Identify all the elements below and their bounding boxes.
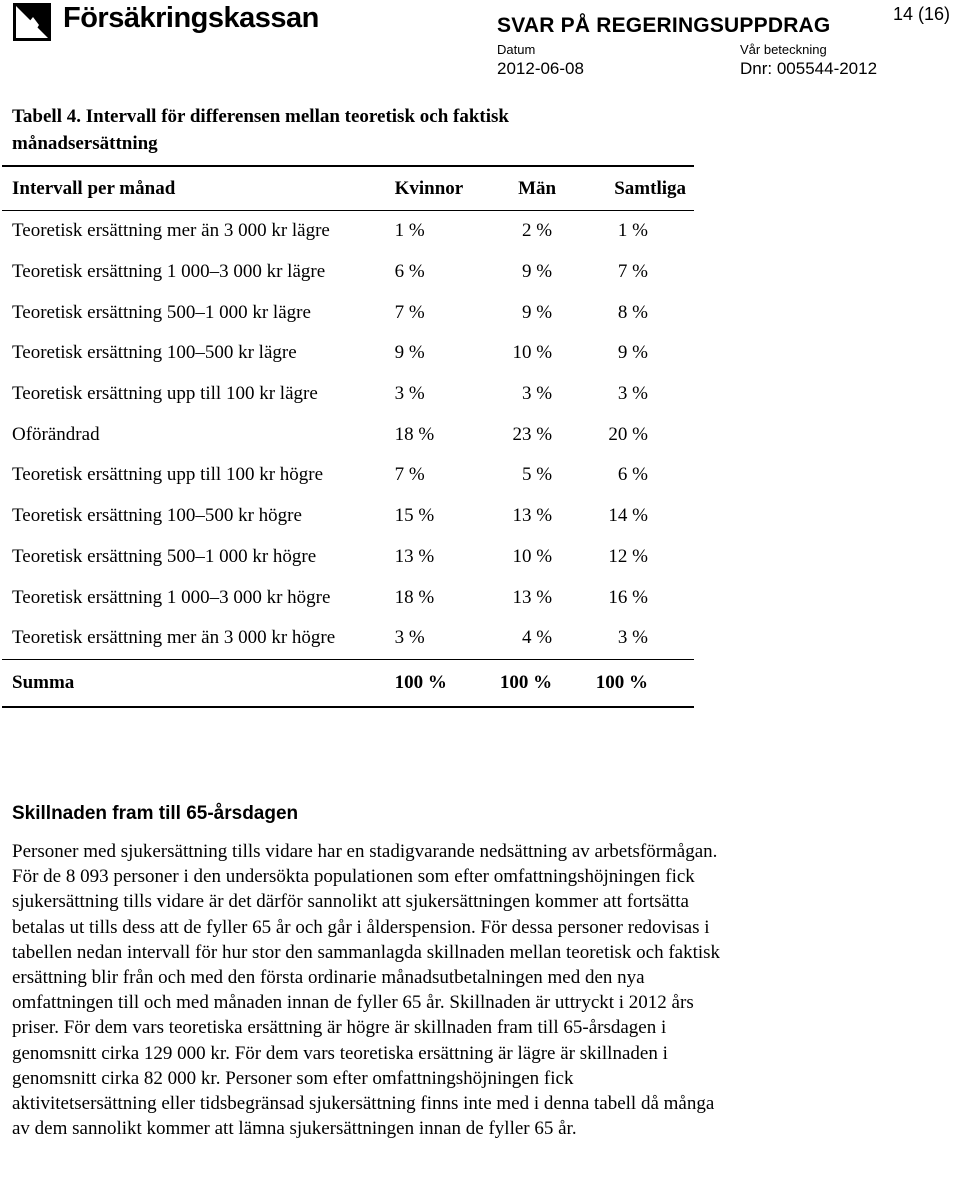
table-row: [2, 374, 694, 415]
women-value: 18 %: [394, 586, 435, 608]
women-value: 7 %: [394, 301, 425, 323]
women-value: 3 %: [394, 627, 425, 649]
all-value: 16 %: [608, 586, 648, 608]
table-row: [2, 252, 694, 293]
men-value: 5 %: [522, 464, 553, 486]
all-value: 12 %: [608, 545, 648, 567]
table-row: [2, 496, 694, 537]
men-value: 23 %: [512, 423, 553, 445]
row-label: Teoretisk ersättning upp till 100 kr högre: [12, 464, 324, 486]
all-value: 8 %: [617, 301, 648, 323]
table-total-row: [2, 659, 694, 707]
men-value: 9 %: [522, 261, 553, 283]
men-value: 13 %: [512, 586, 553, 608]
men-value: 10 %: [512, 342, 553, 364]
men-value: 2 %: [522, 220, 553, 242]
men-value: 13 %: [512, 505, 553, 527]
men-value: 4 %: [522, 627, 553, 649]
row-label: Teoretisk ersättning 500–1 000 kr lägre: [12, 301, 311, 323]
table-row: [2, 211, 694, 252]
body-paragraph: Personer med sjukersättning tills vidare har en stadigvarande nedsättning av arbetsförmågan. För de 8 093 personer i den undersökta populationen som efter omfattningshöjningen fick sjukersättning tills vidare är det därför sannolikt att sjukersättningen kommer att fortsätta betalas ut tills dess att de fyller 65 år och går i ålderspension. För dessa personer redovisas i tabellen nedan intervall för hur stor den sammanlagda skillnaden mellan teoretisk och faktisk ersättning blir från och med den första ordinarie månadsutbetalningen med den nya omfattningen till och med månaden innan de fyller 65 år. Skillnaden är uttryckt i 2012 års priser. För dem vars teoretiska ersättning är högre är skillnaden fram till 65-årsdagen i genomsnitt cirka 129 000 kr. För dem vars teoretiska ersättning är lägre är skillnaden i genomsnitt cirka 82 000 kr. Personer som efter omfattningshöjningen fick aktivitetsersättning eller tidsbegränsad sjukersättning finns inte med i denna tabell då många av dem sannolikt kommer att lämna sjukersättningen innan de fyller 65 år.: [12, 841, 721, 1140]
table-caption: Tabell 4. Intervall för differensen mellan teoretisk och faktisk månadsersättning: [12, 106, 509, 154]
all-value: 20 %: [608, 423, 648, 445]
total-men: 100 %: [499, 671, 553, 693]
women-value: 15 %: [394, 505, 435, 527]
header-women: Kvinnor: [394, 177, 464, 199]
header-all: Samtliga: [614, 177, 686, 199]
table-header-row: [2, 166, 694, 211]
all-value: 3 %: [617, 383, 648, 405]
total-all: 100 %: [595, 671, 648, 693]
forsakringskassan-logo-icon: [13, 3, 51, 41]
table-row: [2, 292, 694, 333]
women-value: 7 %: [394, 464, 425, 486]
women-value: 1 %: [394, 220, 425, 242]
all-value: 1 %: [617, 220, 648, 242]
table-row: [2, 333, 694, 374]
section-heading: Skillnaden fram till 65-årsdagen: [12, 803, 299, 824]
row-label: Teoretisk ersättning mer än 3 000 kr högre: [12, 627, 336, 649]
row-label: Teoretisk ersättning 100–500 kr högre: [12, 505, 302, 527]
table-row: [2, 618, 694, 659]
interval-table: [2, 165, 694, 708]
row-label: Oförändrad: [12, 423, 100, 445]
women-value: 3 %: [394, 383, 425, 405]
header-men: Män: [518, 177, 557, 199]
row-label: Teoretisk ersättning upp till 100 kr lägre: [12, 383, 318, 405]
women-value: 13 %: [394, 545, 435, 567]
total-women: 100 %: [394, 671, 447, 693]
date-label: Datum: [497, 42, 536, 57]
men-value: 9 %: [522, 301, 553, 323]
table-row: [2, 414, 694, 455]
all-value: 3 %: [617, 627, 648, 649]
men-value: 10 %: [512, 545, 553, 567]
women-value: 18 %: [394, 423, 435, 445]
reference-label: Vår beteckning: [740, 42, 827, 57]
row-label: Teoretisk ersättning mer än 3 000 kr lägre: [12, 220, 330, 242]
women-value: 9 %: [394, 342, 425, 364]
all-value: 14 %: [608, 505, 648, 527]
total-label: Summa: [12, 671, 75, 693]
logo-wordmark: Försäkringskassan: [63, 2, 319, 34]
all-value: 6 %: [617, 464, 648, 486]
document-type: SVAR PÅ REGERINGSUPPDRAG: [497, 14, 831, 37]
table-row: [2, 455, 694, 496]
all-value: 7 %: [617, 261, 648, 283]
header-interval: Intervall per månad: [12, 177, 176, 199]
date-value: 2012-06-08: [497, 59, 584, 78]
row-label: Teoretisk ersättning 100–500 kr lägre: [12, 342, 297, 364]
women-value: 6 %: [394, 261, 425, 283]
men-value: 3 %: [522, 383, 553, 405]
row-label: Teoretisk ersättning 1 000–3 000 kr högre: [12, 586, 331, 608]
table-row: [2, 577, 694, 618]
row-label: Teoretisk ersättning 500–1 000 kr högre: [12, 545, 317, 567]
table-row: [2, 537, 694, 578]
page-header: [0, 0, 960, 90]
all-value: 9 %: [617, 342, 648, 364]
page-number: 14 (16): [892, 4, 950, 24]
reference-value: Dnr: 005544-2012: [740, 59, 878, 78]
row-label: Teoretisk ersättning 1 000–3 000 kr lägre: [12, 261, 326, 283]
